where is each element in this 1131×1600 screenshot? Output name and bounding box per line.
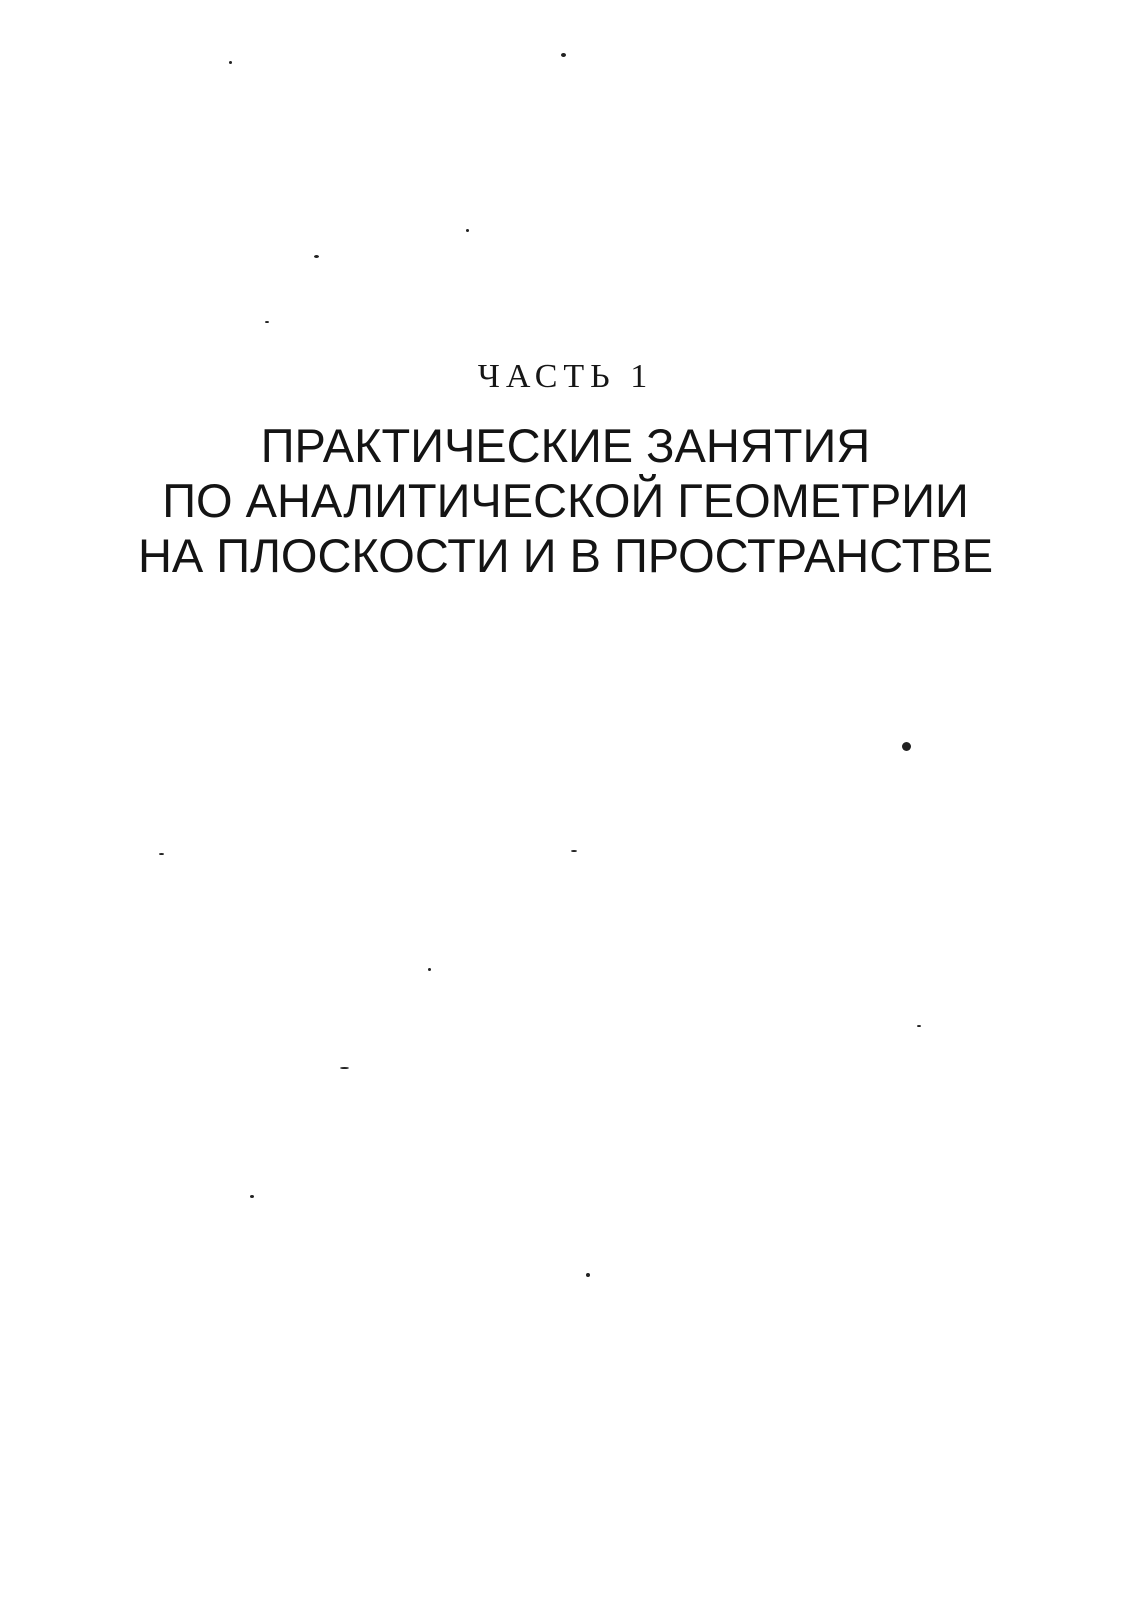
scan-speck — [265, 321, 269, 323]
scan-speck — [314, 255, 319, 258]
scan-speck — [902, 742, 911, 751]
scan-speck — [428, 968, 431, 971]
title-line-2: ПО АНАЛИТИЧЕСКОЙ ГЕОМЕТРИИ — [162, 474, 969, 527]
scan-speck — [159, 853, 164, 855]
scan-speck — [571, 850, 577, 852]
scan-speck — [586, 1273, 590, 1277]
scan-speck — [561, 53, 566, 57]
scan-speck — [340, 1067, 349, 1069]
title-line-3: НА ПЛОСКОСТИ И В ПРОСТРАНСТВЕ — [137, 529, 994, 582]
scan-speck — [466, 229, 469, 232]
part-label: ЧАСТЬ 1 — [477, 358, 654, 395]
scan-speck — [250, 1195, 254, 1198]
title-line-1: ПРАКТИЧЕСКИЕ ЗАНЯТИЯ — [260, 419, 871, 472]
scan-speck — [229, 61, 232, 64]
part-title — [0, 418, 1131, 583]
scan-speck — [917, 1025, 921, 1027]
